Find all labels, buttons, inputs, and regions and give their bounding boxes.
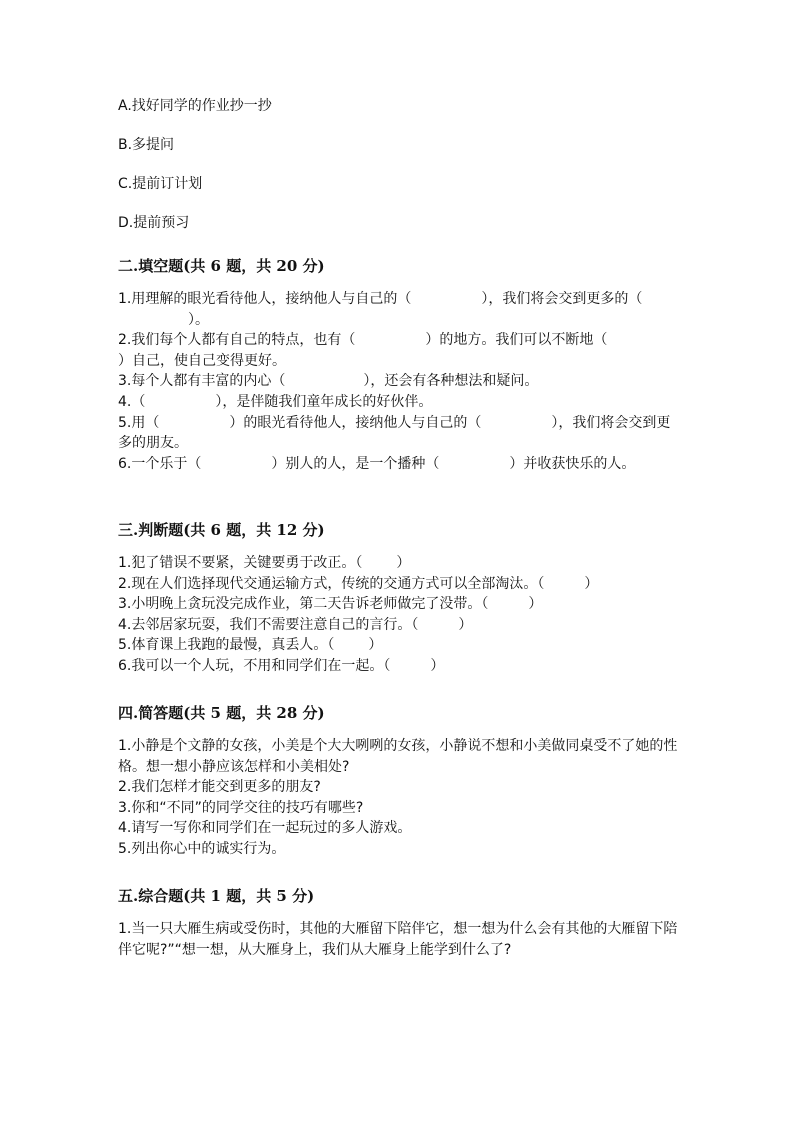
question-item: 1.犯了错误不要紧，关键要勇于改正。（ ） (118, 555, 411, 571)
question-item: 2.我们每个人都有自己的特点，也有（ ）的地方。我们可以不断地（）自己，使自己变得更好。 (118, 332, 608, 369)
answer-options (118, 96, 272, 252)
option-a: A.找好同学的作业抄一抄 (118, 98, 272, 114)
question-item: 4.请写一写你和同学们在一起玩过的多人游戏。 (118, 820, 412, 837)
true-false-section (118, 520, 678, 677)
section-title: 五.综合题(共 1 题，共 5 分) (118, 887, 315, 905)
section-title: 四.简答题(共 5 题，共 28 分) (118, 704, 325, 722)
question-item: 5.体育课上我跑的最慢，真丢人。（ ） (118, 637, 383, 654)
section-title: 三.判断题(共 6 题，共 12 分) (118, 521, 325, 539)
short-answer-section (118, 703, 678, 860)
question-item: 5.列出你心中的诚实行为。 (118, 840, 286, 857)
question-item: 5.用（ ）的眼光看待他人，接纳他人与自己的（ ），我们将会交到更多的朋友。 (118, 414, 671, 452)
fill-in-section (118, 256, 678, 474)
question-item: 2.现在人们选择现代交通运输方式，传统的交通方式可以全部淘汰。（ ） (118, 575, 599, 592)
question-item: 3.小明晚上贪玩没完成作业，第二天告诉老师做完了没带。（ ） (118, 596, 543, 613)
question-item: 4.去邻居家玩耍，我们不需要注意自己的言行。（ ） (118, 616, 473, 633)
question-item: 3.每个人都有丰富的内心（ ），还会有各种想法和疑问。 (118, 373, 539, 390)
question-item: 3.你和“不同”的同学交往的技巧有哪些? (118, 799, 364, 816)
option-b: B.多提问 (118, 137, 175, 153)
question-item: 1.小静是个文静的女孩，小美是个大大咧咧的女孩，小静说不想和小美做同桌受不了她的性格。想一想小静应该怎样和小美相处? (118, 738, 678, 775)
question-item: 1.当一只大雁生病或受伤时，其他的大雁留下陪伴它，想一想为什么会有其他的大雁留下陪伴它呢?”“想一想，从大雁身上，我们从大雁身上能学到什么了? (118, 921, 678, 958)
question-item: 4.（ ），是伴随我们童年成长的好伙伴。 (118, 393, 433, 410)
question-item: 1.用理解的眼光看待他人，接纳他人与自己的（ ），我们将会交到更多的（）。 (118, 291, 643, 328)
option-d: D.提前预习 (118, 215, 190, 231)
question-item: 6.一个乐于（ ）别人的人，是一个播种（ ）并收获快乐的人。 (118, 455, 636, 472)
section-title: 二.填空题(共 6 题，共 20 分) (118, 257, 325, 275)
option-c: C.提前订计划 (118, 176, 203, 192)
question-item: 6.我可以一个人玩，不用和同学们在一起。（ ） (118, 657, 445, 674)
question-item: 2.我们怎样才能交到更多的朋友? (118, 779, 321, 796)
comprehensive-section (118, 886, 678, 960)
